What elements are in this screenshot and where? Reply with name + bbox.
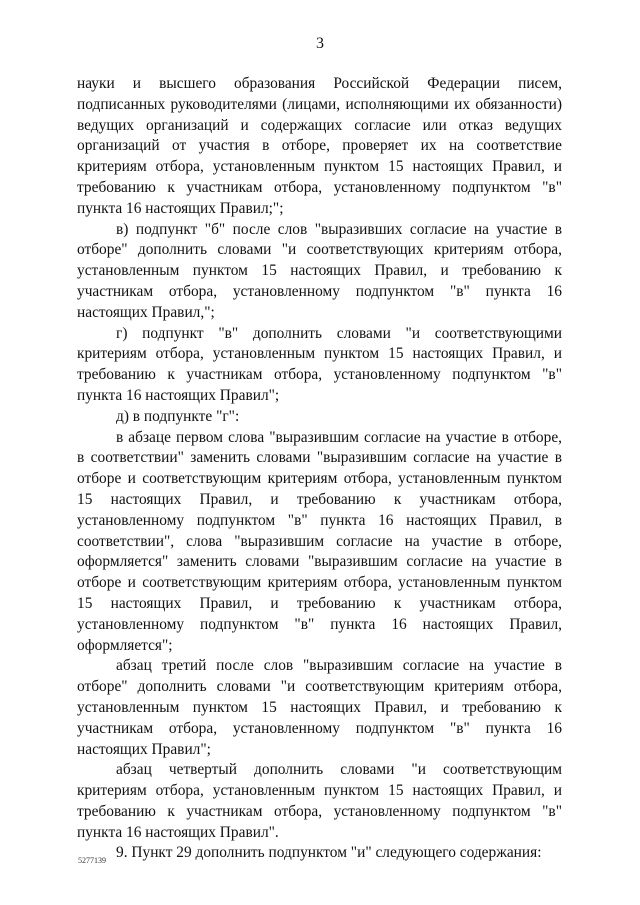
paragraph-abzac-first: в абзаце первом слова "выразившим согласие на участие в отборе, в соответствии" заменить словами "выразившим согласие на участие в отборе и соответствующим критериям отбора, установленным пунктом 15 настоящих Правил, и требованию к участникам отбора, установленному подпунктом "в" пункта 16 настоящих Правил, в соответствии", слова "выразившим согласие на участие в отборе, оформляется" заменить словами "выразившим согласие на участие в отборе и соответствующим критериям отбора, установленным пунктом 15 настоящих Правил, и требованию к участникам отбора, установленному подпунктом "в" пункта 16 настоящих Правил, оформляется"; (77, 428, 562, 654)
paragraph-item-d: д) в подпункте "г": (116, 407, 240, 425)
paragraph-abzac-third: абзац третий после слов "выразившим согласие на участие в отборе" дополнить словами "и соответствующим критериям отбора, установленным пунктом 15 настоящих Правил, и требованию к участникам отбора, установленному подпунктом "в" пункта 16 настоящих Правил"; (77, 657, 562, 758)
paragraph-continuation: науки и высшего образования Российской Федерации писем, подписанных руководителями (лицами, исполняющими их обязанности) ведущих организаций и содержащих согласие или отказ ведущих организаций от участия в отборе, проверяет их на соответствие критериям отбора, установленным пунктом 15 настоящих Правил, и требованию к участникам отбора, установленному подпунктом "в" пункта 16 настоящих Правил;"; (77, 75, 562, 217)
paragraph-point-9: 9. Пункт 29 дополнить подпунктом "и" следующего содержания: (116, 844, 542, 862)
paragraph-item-v: в) подпункт "б" после слов "выразивших согласие на участие в отборе" дополнить словами "и соответствующих критериям отбора, установленным пунктом 15 настоящих Правил, и требованию к участникам отбора, установленному подпунктом "в" пункта 16 настоящих Правил,"; (77, 220, 562, 321)
document-body (77, 74, 562, 864)
paragraph-abzac-fourth: абзац четвертый дополнить словами "и соответствующим критериям отбора, установленным пунктом 15 настоящих Правил, и требованию к участникам отбора, установленному подпунктом "в" пункта 16 настоящих Правил". (77, 761, 562, 841)
document-code: 5277139 (78, 856, 106, 865)
page-number: 3 (316, 35, 324, 52)
paragraph-item-g: г) подпункт "в" дополнить словами "и соответствующими критериям отбора, установленным пунктом 15 настоящих Правил, и требованию к участникам отбора, установленному подпунктом "в" пункта 16 настоящих Правил"; (77, 324, 562, 404)
